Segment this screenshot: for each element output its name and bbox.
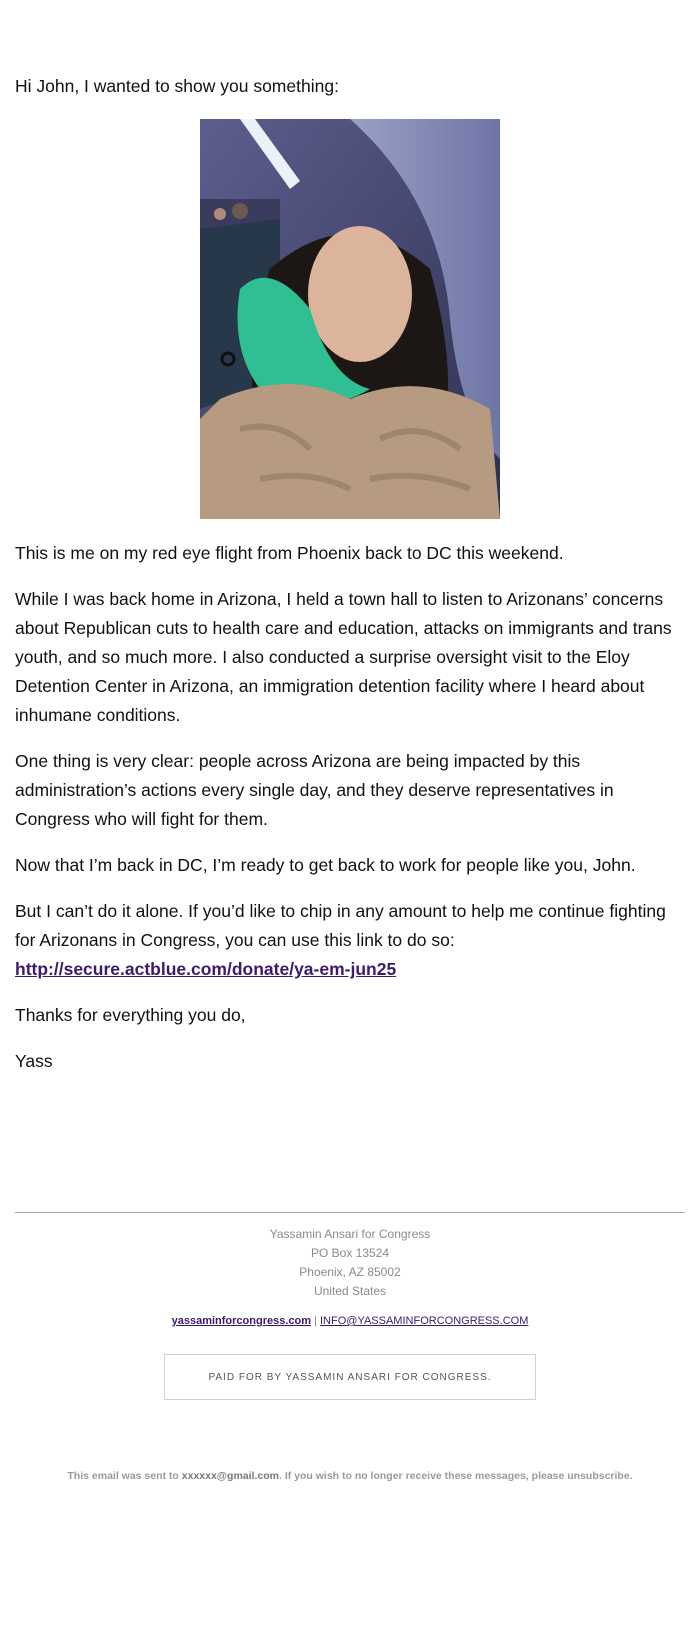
paragraph-flight: This is me on my red eye flight from Phoenix back to DC this weekend. <box>15 543 564 563</box>
closing: Thanks for everything you do, <box>15 1005 246 1025</box>
paragraph-donate <box>15 897 685 984</box>
contact-email-link[interactable]: INFO@YASSAMINFORCONGRESS.COM <box>320 1315 529 1327</box>
unsubscribe-notice <box>0 1470 700 1482</box>
email-body <box>15 72 685 1076</box>
footer-links <box>15 1315 685 1327</box>
greeting: Hi John, I wanted to show you something: <box>15 76 339 96</box>
recipient-email: xxxxxx@gmail.com <box>181 1470 279 1482</box>
photo-container <box>15 119 685 519</box>
link-separator: | <box>314 1315 317 1327</box>
donate-ask-text: But I can’t do it alone. If you’d like to chip in any amount to help me continue fighting for Arizonans in Congress, you can use this link to do so: <box>15 901 666 950</box>
paid-for-disclaimer: PAID FOR BY YASSAMIN ANSARI FOR CONGRESS. <box>164 1354 536 1400</box>
mailing-address <box>15 1225 685 1301</box>
unsub-suffix[interactable]: . If you wish to no longer receive these messages, please unsubscribe. <box>278 1470 633 1482</box>
unsub-prefix: This email was sent to <box>67 1470 182 1482</box>
city-line: Phoenix, AZ 85002 <box>299 1265 401 1279</box>
org-name: Yassamin Ansari for Congress <box>269 1227 431 1241</box>
signature: Yass <box>15 1051 53 1071</box>
donate-link[interactable]: http://secure.actblue.com/donate/ya-em-jun25 <box>15 959 397 979</box>
paragraph-arizona: While I was back home in Arizona, I held a town hall to listen to Arizonans’ concerns about Republican cuts to health care and education, attacks on immigrants and trans youth, and so much more. I also conducted a surprise oversight visit to the Eloy Detention Center in Arizona, an immigration detention facility where I heard about inhumane conditions. <box>15 589 672 725</box>
footer <box>15 1212 685 1400</box>
po-box: PO Box 13524 <box>310 1246 390 1260</box>
country: United States <box>313 1284 387 1298</box>
website-link[interactable]: yassaminforcongress.com <box>171 1315 312 1327</box>
paragraph-back-in-dc: Now that I’m back in DC, I’m ready to get back to work for people like you, John. <box>15 855 636 875</box>
paragraph-clear: One thing is very clear: people across Arizona are being impacted by this administration’s actions every single day, and they deserve representatives in Congress who will fight for them. <box>15 751 614 829</box>
selfie-photo <box>200 119 500 519</box>
